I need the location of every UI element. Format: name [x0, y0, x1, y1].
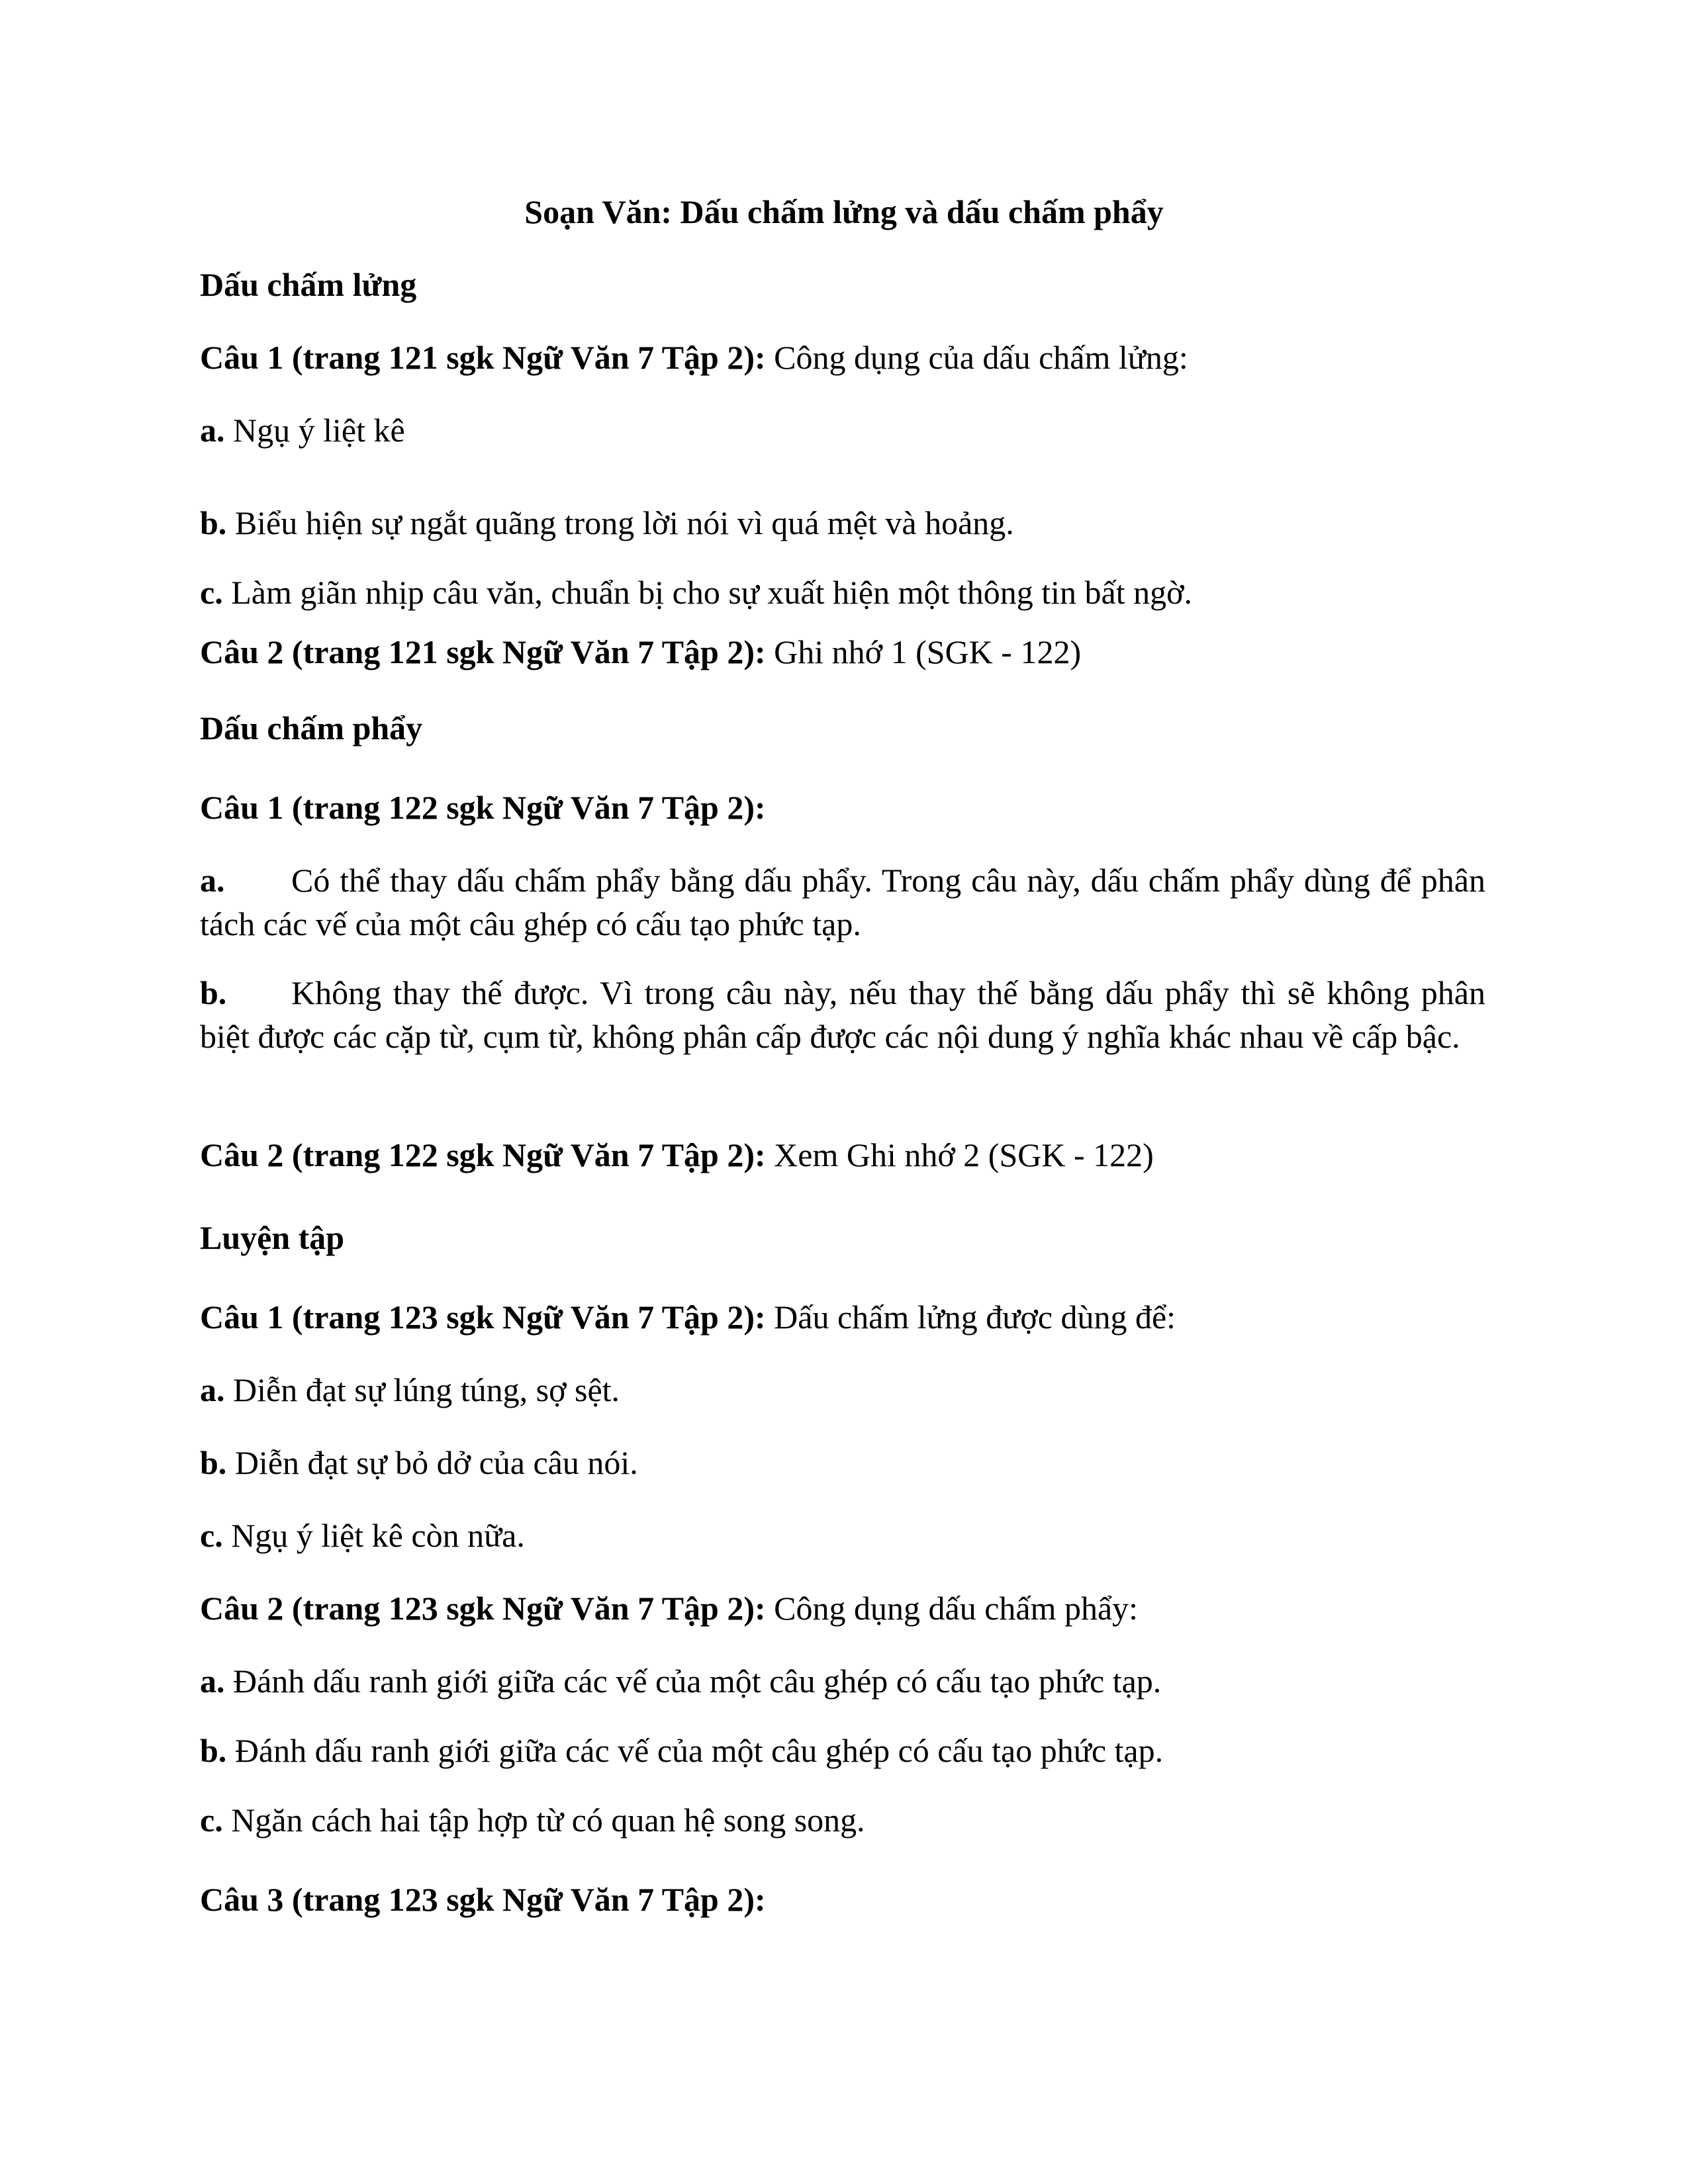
question-line: [200, 1133, 1154, 1177]
answer-item: [200, 408, 405, 452]
question-label: Câu 1 (trang 123 sgk Ngữ Văn 7 Tập 2):: [200, 1298, 766, 1336]
answer-paragraph: [200, 971, 1485, 1058]
answer-marker: b.: [200, 1732, 227, 1769]
answer-text: Biểu hiện sự ngắt quãng trong lời nói vì quá mệt và hoảng.: [226, 504, 1014, 541]
question-line: [200, 336, 1188, 379]
section-heading-dau-cham-lung: Dấu chấm lửng: [200, 266, 417, 303]
question-text: Ghi nhớ 1 (SGK - 122): [765, 633, 1082, 670]
answer-item: [200, 570, 1192, 614]
answer-text: Diễn đạt sự bỏ dở của câu nói.: [226, 1444, 638, 1481]
answer-paragraph: [200, 858, 1485, 946]
answer-text: Diễn đạt sự lúng túng, sợ sệt.: [224, 1371, 620, 1408]
answer-item: [200, 1798, 865, 1842]
answer-marker: c.: [200, 1801, 223, 1839]
answer-text: Làm giãn nhịp câu văn, chuẩn bị cho sự xuất hiện một thông tin bất ngờ.: [222, 574, 1193, 611]
question-line: [200, 630, 1081, 674]
question-line: [200, 1295, 1176, 1339]
answer-marker: b.: [200, 1444, 227, 1481]
answer-item: [200, 1729, 1163, 1772]
answer-item: [200, 1659, 1161, 1703]
answer-text: Ngụ ý liệt kê còn nữa.: [222, 1517, 525, 1554]
question-line: [200, 1586, 1138, 1630]
answer-text: Ngụ ý liệt kê: [224, 412, 405, 449]
answer-marker: a.: [200, 862, 225, 899]
answer-text: Đánh dấu ranh giới giữa các vế của một câu ghép có cấu tạo phức tạp.: [226, 1732, 1164, 1769]
question-text: Công dụng của dấu chấm lửng:: [765, 339, 1188, 376]
question-text: Công dụng dấu chấm phẩy:: [765, 1590, 1139, 1627]
answer-text: Không thay thế được. Vì trong câu này, nếu thay thế bằng dấu phẩy thì sẽ không phân biệt được các cặp từ, cụm từ, không phân cấp được các nội dung ý nghĩa khác nhau về cấp bậc.: [200, 974, 1485, 1055]
answer-marker: a.: [200, 412, 225, 449]
answer-marker: b.: [200, 974, 227, 1011]
answer-marker: b.: [200, 504, 227, 541]
answer-item: [200, 1368, 620, 1412]
question-text: Xem Ghi nhớ 2 (SGK - 122): [765, 1136, 1154, 1173]
answer-marker: c.: [200, 1517, 223, 1554]
answer-marker: a.: [200, 1662, 225, 1700]
answer-marker: c.: [200, 574, 223, 611]
question-label: Câu 2 (trang 122 sgk Ngữ Văn 7 Tập 2):: [200, 1136, 766, 1173]
section-heading-dau-cham-phay: Dấu chấm phẩy: [200, 709, 423, 747]
question-label: Câu 3 (trang 123 sgk Ngữ Văn 7 Tập 2):: [200, 1881, 766, 1918]
question-label: Câu 2 (trang 121 sgk Ngữ Văn 7 Tập 2):: [200, 633, 766, 670]
answer-item: [200, 501, 1014, 545]
answer-text: Đánh dấu ranh giới giữa các vế của một câu ghép có cấu tạo phức tạp.: [224, 1662, 1162, 1700]
section-heading-luyen-tap: Luyện tập: [200, 1219, 345, 1256]
answer-text: Có thể thay dấu chấm phẩy bằng dấu phẩy. Trong câu này, dấu chấm phẩy dùng để phân tách các vế của một câu ghép có cấu tạo phức tạp.: [200, 862, 1485, 942]
answer-text: Ngăn cách hai tập hợp từ có quan hệ song song.: [222, 1801, 865, 1839]
question-label: Câu 1 (trang 122 sgk Ngữ Văn 7 Tập 2):: [200, 789, 766, 826]
question-label: Câu 2 (trang 123 sgk Ngữ Văn 7 Tập 2):: [200, 1590, 766, 1627]
question-text: Dấu chấm lửng được dùng để:: [765, 1298, 1176, 1336]
question-label: Câu 1 (trang 121 sgk Ngữ Văn 7 Tập 2):: [200, 339, 766, 376]
answer-marker: a.: [200, 1371, 225, 1408]
answer-item: [200, 1514, 525, 1557]
page-title: Soạn Văn: Dấu chấm lửng và dấu chấm phẩy: [524, 193, 1164, 230]
answer-item: [200, 1441, 638, 1484]
